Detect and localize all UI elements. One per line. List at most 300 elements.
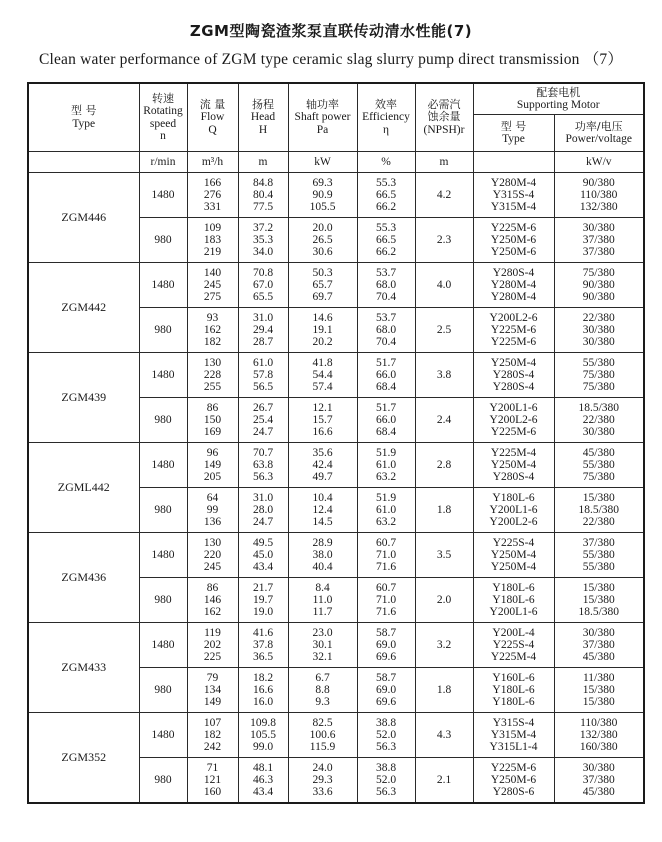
flow-values xyxy=(187,668,238,713)
cell-value: 58.7 xyxy=(375,626,397,639)
flow-values xyxy=(187,623,238,668)
cell-value: 30.6 xyxy=(312,246,333,259)
npsh-value: 2.8 xyxy=(415,443,473,488)
power-voltage: 45/380 xyxy=(582,786,615,799)
head-values xyxy=(238,578,288,623)
power-voltage: 15/380 xyxy=(582,683,615,696)
cell-value: 105.5 xyxy=(309,201,336,214)
npsh-value: 1.8 xyxy=(415,668,473,713)
power-voltage: 22/380 xyxy=(582,413,615,426)
power-voltage: 160/380 xyxy=(579,741,618,754)
cell-value: 183 xyxy=(203,233,222,246)
table-row xyxy=(28,623,644,668)
power-voltage: 18.5/380 xyxy=(578,401,620,414)
cell-value: 35.3 xyxy=(252,233,274,246)
table-row xyxy=(28,173,644,218)
rotating-speed: 980 xyxy=(139,578,187,623)
pump-model-name: ZGM352 xyxy=(28,713,139,804)
table-row xyxy=(28,263,644,308)
motor-type: Y200L-4 xyxy=(492,626,535,639)
rotating-speed: 1480 xyxy=(139,443,187,488)
efficiency-values xyxy=(357,443,415,488)
cell-value: 29.3 xyxy=(312,773,333,786)
header-model: 型 号 Type xyxy=(28,83,139,152)
cell-value: 51.7 xyxy=(375,356,397,369)
motor-type-values xyxy=(473,308,554,353)
rotating-speed: 1480 xyxy=(139,173,187,218)
flow-values xyxy=(187,353,238,398)
cell-value: 43.4 xyxy=(252,786,274,799)
shaft-power-values xyxy=(288,173,357,218)
efficiency-values xyxy=(357,353,415,398)
head-values xyxy=(238,218,288,263)
cell-value: 49.5 xyxy=(252,536,274,549)
motor-type: Y200L1-6 xyxy=(489,401,538,414)
npsh-value: 2.5 xyxy=(415,308,473,353)
rotating-speed: 980 xyxy=(139,308,187,353)
motor-type: Y200L1-6 xyxy=(489,503,538,516)
cell-value: 245 xyxy=(203,278,222,291)
npsh-value: 4.2 xyxy=(415,173,473,218)
npsh-value: 2.1 xyxy=(415,758,473,804)
cell-value: 16.6 xyxy=(312,426,333,439)
rotating-speed: 1480 xyxy=(139,263,187,308)
cell-value: 80.4 xyxy=(252,188,274,201)
unit-power-voltage: kW/v xyxy=(554,152,644,173)
cell-value: 63.2 xyxy=(375,516,397,529)
cell-value: 34.0 xyxy=(252,246,274,259)
cell-value: 67.0 xyxy=(252,278,274,291)
power-voltage-values xyxy=(554,308,644,353)
header-supporting-motor: 配套电机 Supporting Motor xyxy=(473,83,644,115)
cell-value: 86 xyxy=(206,581,219,594)
cell-value: 25.4 xyxy=(252,413,274,426)
power-voltage-values xyxy=(554,443,644,488)
cell-value: 38.0 xyxy=(312,548,333,561)
cell-value: 64 xyxy=(206,491,219,504)
cell-value: 71.0 xyxy=(375,593,397,606)
cell-value: 68.0 xyxy=(375,278,397,291)
npsh-value: 1.8 xyxy=(415,488,473,533)
cell-value: 24.0 xyxy=(312,761,333,774)
power-voltage-values xyxy=(554,353,644,398)
cell-value: 100.6 xyxy=(309,728,336,741)
cell-value: 109 xyxy=(203,221,222,234)
power-voltage: 15/380 xyxy=(582,593,615,606)
cell-value: 15.7 xyxy=(312,413,333,426)
motor-type-values xyxy=(473,488,554,533)
head-values xyxy=(238,443,288,488)
cell-value: 24.7 xyxy=(252,516,274,529)
cell-value: 68.0 xyxy=(375,323,397,336)
cell-value: 70.7 xyxy=(252,446,274,459)
motor-type: Y225M-6 xyxy=(490,761,537,774)
cell-value: 65.5 xyxy=(252,291,274,304)
power-voltage: 110/380 xyxy=(580,716,618,729)
cell-value: 56.3 xyxy=(375,786,397,799)
motor-type: Y200L2-6 xyxy=(489,413,538,426)
power-voltage: 15/380 xyxy=(582,581,615,594)
power-voltage: 37/380 xyxy=(582,246,615,259)
power-voltage: 30/380 xyxy=(582,336,615,349)
cell-value: 82.5 xyxy=(312,716,333,729)
motor-type: Y280S-4 xyxy=(492,381,535,394)
cell-value: 79 xyxy=(206,671,219,684)
power-voltage: 90/380 xyxy=(582,176,615,189)
cell-value: 146 xyxy=(203,593,222,606)
head-values xyxy=(238,173,288,218)
motor-type: Y315L1-4 xyxy=(489,741,538,754)
efficiency-values xyxy=(357,218,415,263)
motor-type-values xyxy=(473,758,554,804)
cell-value: 69.3 xyxy=(312,176,333,189)
cell-value: 219 xyxy=(203,246,222,259)
efficiency-values xyxy=(357,398,415,443)
cell-value: 68.4 xyxy=(375,381,397,394)
cell-value: 134 xyxy=(203,683,222,696)
power-voltage-values xyxy=(554,533,644,578)
motor-type-values xyxy=(473,218,554,263)
cell-value: 121 xyxy=(203,773,222,786)
power-voltage: 18.5/380 xyxy=(578,606,620,619)
header-shaft-power: 轴功率 Shaft power Pa xyxy=(288,83,357,152)
flow-values xyxy=(187,218,238,263)
pump-model-name: ZGM446 xyxy=(28,173,139,263)
efficiency-values xyxy=(357,623,415,668)
cell-value: 14.5 xyxy=(312,516,333,529)
power-voltage: 37/380 xyxy=(582,773,615,786)
motor-type-values xyxy=(473,173,554,218)
power-voltage: 55/380 xyxy=(582,356,615,369)
efficiency-values xyxy=(357,668,415,713)
cell-value: 41.6 xyxy=(252,626,274,639)
power-voltage: 55/380 xyxy=(582,561,615,574)
performance-table xyxy=(27,82,645,804)
power-voltage: 75/380 xyxy=(582,471,615,484)
power-voltage: 75/380 xyxy=(582,368,615,381)
cell-value: 140 xyxy=(203,266,222,279)
cell-value: 136 xyxy=(203,516,222,529)
shaft-power-values xyxy=(288,533,357,578)
motor-type: Y250M-6 xyxy=(490,233,537,246)
shaft-power-values xyxy=(288,263,357,308)
motor-type: Y225S-4 xyxy=(492,536,535,549)
motor-type: Y280S-4 xyxy=(492,368,535,381)
motor-type: Y280S-6 xyxy=(492,786,535,799)
cell-value: 16.0 xyxy=(252,696,274,709)
motor-type-values xyxy=(473,668,554,713)
pump-model-name: ZGM442 xyxy=(28,263,139,353)
head-values xyxy=(238,758,288,804)
npsh-value: 3.5 xyxy=(415,533,473,578)
cell-value: 69.6 xyxy=(375,651,397,664)
cell-value: 69.0 xyxy=(375,683,397,696)
cell-value: 56.3 xyxy=(375,741,397,754)
cell-value: 107 xyxy=(203,716,222,729)
cell-value: 61.0 xyxy=(375,503,397,516)
unit-head: m xyxy=(238,152,288,173)
cell-value: 32.1 xyxy=(312,651,333,664)
power-voltage: 75/380 xyxy=(582,266,615,279)
cell-value: 70.8 xyxy=(252,266,274,279)
table-row xyxy=(28,713,644,758)
shaft-power-values xyxy=(288,218,357,263)
power-voltage-values xyxy=(554,173,644,218)
motor-type: Y225M-4 xyxy=(490,651,537,664)
cell-value: 162 xyxy=(203,323,222,336)
header-power-voltage: 功率/电压 Power/voltage xyxy=(554,115,644,152)
power-voltage: 55/380 xyxy=(582,548,615,561)
cell-value: 23.0 xyxy=(312,626,333,639)
shaft-power-values xyxy=(288,488,357,533)
power-voltage: 30/380 xyxy=(582,221,615,234)
power-voltage: 110/380 xyxy=(580,188,618,201)
cell-value: 60.7 xyxy=(375,581,397,594)
cell-value: 109.8 xyxy=(250,716,276,729)
power-voltage: 30/380 xyxy=(582,761,615,774)
motor-type: Y180L-6 xyxy=(492,696,535,709)
motor-type: Y200L2-6 xyxy=(489,311,538,324)
motor-type-values xyxy=(473,263,554,308)
cell-value: 331 xyxy=(203,201,222,214)
cell-value: 57.4 xyxy=(312,381,333,394)
motor-type: Y280S-4 xyxy=(492,266,535,279)
flow-values xyxy=(187,758,238,804)
cell-value: 130 xyxy=(203,356,222,369)
motor-type: Y180L-6 xyxy=(492,683,535,696)
power-voltage-values xyxy=(554,623,644,668)
efficiency-values xyxy=(357,263,415,308)
cell-value: 10.4 xyxy=(312,491,333,504)
motor-type-values xyxy=(473,713,554,758)
power-voltage: 18.5/380 xyxy=(578,503,620,516)
table-row xyxy=(28,533,644,578)
power-voltage: 15/380 xyxy=(582,696,615,709)
cell-value: 54.4 xyxy=(312,368,333,381)
shaft-power-values xyxy=(288,308,357,353)
flow-values xyxy=(187,488,238,533)
unit-power: kW xyxy=(288,152,357,173)
cell-value: 16.6 xyxy=(252,683,274,696)
motor-type: Y250M-4 xyxy=(490,356,537,369)
motor-type: Y315M-4 xyxy=(490,728,537,741)
motor-type: Y200L1-6 xyxy=(489,606,538,619)
cell-value: 162 xyxy=(203,606,222,619)
cell-value: 182 xyxy=(203,336,222,349)
power-voltage-values xyxy=(554,713,644,758)
shaft-power-values xyxy=(288,668,357,713)
flow-values xyxy=(187,173,238,218)
efficiency-values xyxy=(357,533,415,578)
cell-value: 26.7 xyxy=(252,401,274,414)
rotating-speed: 980 xyxy=(139,488,187,533)
pump-model-name: ZGM439 xyxy=(28,353,139,443)
power-voltage: 90/380 xyxy=(582,278,615,291)
efficiency-values xyxy=(357,713,415,758)
cell-value: 65.7 xyxy=(312,278,333,291)
header-speed: 转速 Rotating speed n xyxy=(139,83,187,152)
motor-type: Y315S-4 xyxy=(492,188,535,201)
cell-value: 29.4 xyxy=(252,323,274,336)
power-voltage: 15/380 xyxy=(582,491,615,504)
cell-value: 58.7 xyxy=(375,671,397,684)
cell-value: 19.1 xyxy=(312,323,333,336)
cell-value: 26.5 xyxy=(312,233,333,246)
cell-value: 28.7 xyxy=(252,336,274,349)
unit-npsh: m xyxy=(415,152,473,173)
rotating-speed: 980 xyxy=(139,668,187,713)
flow-values xyxy=(187,443,238,488)
head-values xyxy=(238,353,288,398)
motor-type: Y180L-6 xyxy=(492,581,535,594)
cell-value: 61.0 xyxy=(375,458,397,471)
cell-value: 52.0 xyxy=(375,728,397,741)
rotating-speed: 1480 xyxy=(139,353,187,398)
performance-table-body xyxy=(28,173,644,804)
header-motor-type: 型 号 Type xyxy=(473,115,554,152)
cell-value: 33.6 xyxy=(312,786,333,799)
cell-value: 99 xyxy=(206,503,219,516)
header-efficiency: 效率 Efficiency η xyxy=(357,83,415,152)
cell-value: 182 xyxy=(203,728,222,741)
cell-value: 20.0 xyxy=(312,221,333,234)
cell-value: 90.9 xyxy=(312,188,333,201)
cell-value: 8.8 xyxy=(315,683,330,696)
cell-value: 63.8 xyxy=(252,458,274,471)
table-row xyxy=(28,443,644,488)
cell-value: 205 xyxy=(203,471,222,484)
head-values xyxy=(238,308,288,353)
efficiency-values xyxy=(357,488,415,533)
cell-value: 228 xyxy=(203,368,222,381)
cell-value: 220 xyxy=(203,548,222,561)
cell-value: 6.7 xyxy=(315,671,330,684)
motor-type: Y200L2-6 xyxy=(489,516,538,529)
cell-value: 14.6 xyxy=(312,311,333,324)
power-voltage: 45/380 xyxy=(582,446,615,459)
npsh-value: 4.0 xyxy=(415,263,473,308)
cell-value: 37.8 xyxy=(252,638,274,651)
cell-value: 71 xyxy=(206,761,219,774)
cell-value: 66.0 xyxy=(375,368,397,381)
cell-value: 275 xyxy=(203,291,222,304)
cell-value: 99.0 xyxy=(252,741,274,754)
power-voltage: 22/380 xyxy=(582,516,615,529)
cell-value: 51.7 xyxy=(375,401,397,414)
cell-value: 11.7 xyxy=(312,606,333,619)
flow-values xyxy=(187,398,238,443)
cell-value: 55.3 xyxy=(375,221,397,234)
cell-value: 71.6 xyxy=(375,561,397,574)
motor-type: Y280S-4 xyxy=(492,471,535,484)
cell-value: 36.5 xyxy=(252,651,274,664)
cell-value: 70.4 xyxy=(375,291,397,304)
efficiency-values xyxy=(357,173,415,218)
motor-type: Y180L-6 xyxy=(492,593,535,606)
cell-value: 31.0 xyxy=(252,311,274,324)
cell-value: 202 xyxy=(203,638,222,651)
efficiency-values xyxy=(357,758,415,804)
cell-value: 24.7 xyxy=(252,426,274,439)
shaft-power-values xyxy=(288,443,357,488)
flow-values xyxy=(187,578,238,623)
cell-value: 84.8 xyxy=(252,176,274,189)
cell-value: 37.2 xyxy=(252,221,274,234)
motor-type: Y315M-4 xyxy=(490,201,537,214)
pump-model-name: ZGM433 xyxy=(28,623,139,713)
motor-type: Y160L-6 xyxy=(492,671,535,684)
cell-value: 42.4 xyxy=(312,458,333,471)
cell-value: 12.4 xyxy=(312,503,333,516)
motor-type: Y280M-4 xyxy=(490,278,537,291)
motor-type-values xyxy=(473,533,554,578)
pump-model-name: ZGML442 xyxy=(28,443,139,533)
cell-value: 53.7 xyxy=(375,266,397,279)
cell-value: 276 xyxy=(203,188,222,201)
motor-type: Y225M-6 xyxy=(490,426,537,439)
motor-type: Y250M-4 xyxy=(490,548,537,561)
rotating-speed: 980 xyxy=(139,398,187,443)
head-values xyxy=(238,263,288,308)
cell-value: 49.7 xyxy=(312,471,333,484)
cell-value: 53.7 xyxy=(375,311,397,324)
motor-type: Y280M-4 xyxy=(490,291,537,304)
power-voltage: 90/380 xyxy=(582,291,615,304)
cell-value: 55.3 xyxy=(375,176,397,189)
cell-value: 38.8 xyxy=(375,716,397,729)
cell-value: 66.5 xyxy=(375,188,397,201)
cell-value: 12.1 xyxy=(312,401,333,414)
cell-value: 66.2 xyxy=(375,246,397,259)
cell-value: 51.9 xyxy=(375,491,397,504)
power-voltage-values xyxy=(554,668,644,713)
cell-value: 31.0 xyxy=(252,491,274,504)
cell-value: 19.7 xyxy=(252,593,274,606)
head-values xyxy=(238,713,288,758)
cell-value: 9.3 xyxy=(315,696,330,709)
head-values xyxy=(238,668,288,713)
rotating-speed: 980 xyxy=(139,758,187,804)
cell-value: 11.0 xyxy=(312,593,333,606)
cell-value: 19.0 xyxy=(252,606,274,619)
motor-type: Y225S-4 xyxy=(492,638,535,651)
pump-model-name: ZGM436 xyxy=(28,533,139,623)
rotating-speed: 980 xyxy=(139,218,187,263)
npsh-value: 2.3 xyxy=(415,218,473,263)
shaft-power-values xyxy=(288,758,357,804)
motor-type: Y250M-6 xyxy=(490,246,537,259)
motor-type-values xyxy=(473,398,554,443)
shaft-power-values xyxy=(288,578,357,623)
cell-value: 69.7 xyxy=(312,291,333,304)
cell-value: 130 xyxy=(203,536,222,549)
shaft-power-values xyxy=(288,353,357,398)
cell-value: 43.4 xyxy=(252,561,274,574)
header-flow: 流 量 Flow Q xyxy=(187,83,238,152)
motor-type: Y250M-4 xyxy=(490,561,537,574)
cell-value: 56.5 xyxy=(252,381,274,394)
cell-value: 50.3 xyxy=(312,266,333,279)
cell-value: 28.9 xyxy=(312,536,333,549)
cell-value: 77.5 xyxy=(252,201,274,214)
cell-value: 28.0 xyxy=(252,503,274,516)
cell-value: 8.4 xyxy=(315,581,330,594)
cell-value: 63.2 xyxy=(375,471,397,484)
cell-value: 242 xyxy=(203,741,222,754)
cell-value: 105.5 xyxy=(250,728,276,741)
cell-value: 66.5 xyxy=(375,233,397,246)
cell-value: 86 xyxy=(206,401,219,414)
